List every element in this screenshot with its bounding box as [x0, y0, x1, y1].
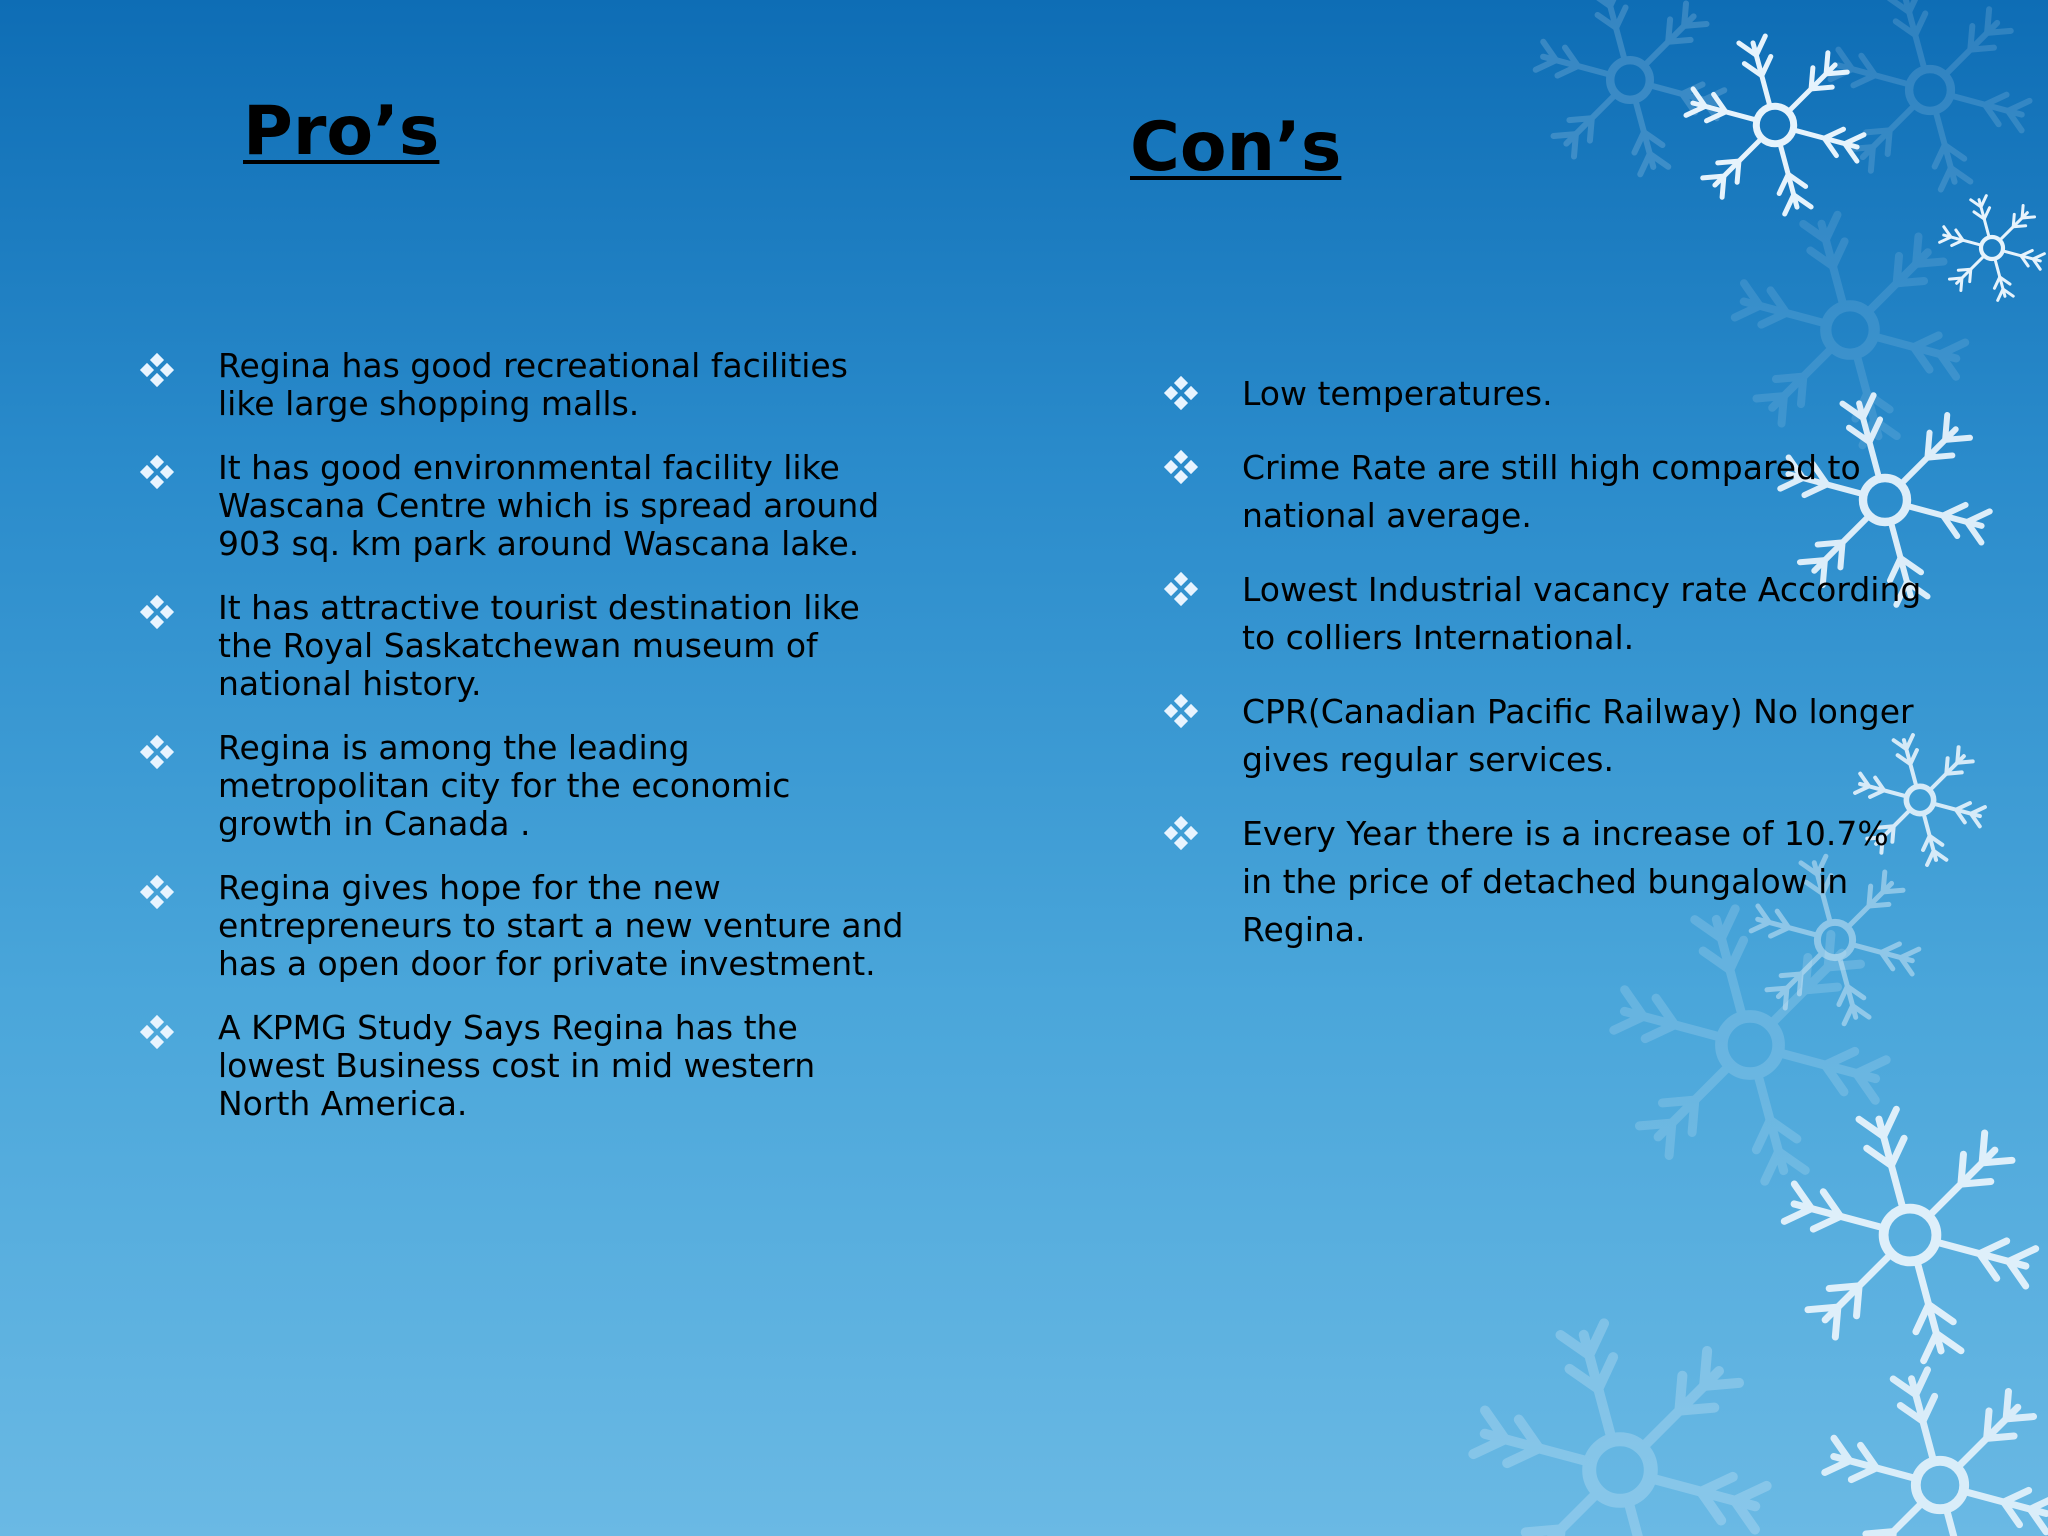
- pros-item-text: It has good environmental facility like Wascana Centre which is spread around 903 sq. km park around Wascana lake.: [218, 448, 880, 563]
- four-diamond-bullet-icon: [1164, 572, 1198, 606]
- cons-item-text: Every Year there is a increase of 10.7% in the price of detached bungalow in Regina.: [1242, 814, 1889, 949]
- pros-item-text: Regina gives hope for the new entrepreneurs to start a new venture and has a open door for private investment.: [218, 868, 904, 983]
- cons-item: [1164, 566, 1924, 662]
- snowflake-icon: [1536, 0, 1725, 174]
- snowflake-icon: [1940, 196, 2045, 301]
- cons-item: [1164, 688, 1924, 784]
- pros-item: [140, 347, 910, 423]
- cons-item-text: Crime Rate are still high compared to national average.: [1242, 448, 1861, 535]
- pros-item: [140, 1009, 910, 1123]
- snowflake-icon: [1830, 0, 2029, 190]
- snowflake-icon: [1473, 1323, 1766, 1536]
- cons-item-text: Lowest Industrial vacancy rate According to colliers International.: [1242, 570, 1922, 657]
- pros-item-text: Regina is among the leading metropolitan city for the economic growth in Canada .: [218, 728, 791, 843]
- pros-heading: Pro’s: [243, 92, 440, 171]
- four-diamond-bullet-icon: [140, 353, 174, 387]
- four-diamond-bullet-icon: [140, 1015, 174, 1049]
- pros-item: [140, 589, 910, 703]
- cons-heading: Con’s: [1130, 108, 1342, 187]
- four-diamond-bullet-icon: [1164, 816, 1198, 850]
- four-diamond-bullet-icon: [140, 595, 174, 629]
- pros-item: [140, 729, 910, 843]
- pros-item: [140, 449, 910, 563]
- pros-item-text: Regina has good recreational facilities like large shopping malls.: [218, 346, 848, 423]
- cons-list: [1164, 370, 1924, 980]
- cons-item: [1164, 370, 1924, 418]
- snowflake-icon: [1784, 1109, 2035, 1360]
- four-diamond-bullet-icon: [1164, 450, 1198, 484]
- pros-item-text: It has attractive tourist destination like the Royal Saskatchewan museum of national history.: [218, 588, 860, 703]
- cons-item-text: Low temperatures.: [1242, 374, 1553, 413]
- pros-item: [140, 869, 910, 983]
- four-diamond-bullet-icon: [140, 735, 174, 769]
- cons-item-text: CPR(Canadian Pacific Railway) No longer gives regular services.: [1242, 692, 1914, 779]
- pros-list: [140, 347, 910, 1149]
- snowflake-icon: [1825, 1370, 2048, 1536]
- four-diamond-bullet-icon: [140, 875, 174, 909]
- four-diamond-bullet-icon: [1164, 376, 1198, 410]
- four-diamond-bullet-icon: [1164, 694, 1198, 728]
- cons-item: [1164, 444, 1924, 540]
- four-diamond-bullet-icon: [140, 455, 174, 489]
- cons-item: [1164, 810, 1924, 954]
- pros-item-text: A KPMG Study Says Regina has the lowest Business cost in mid western North America.: [218, 1008, 816, 1123]
